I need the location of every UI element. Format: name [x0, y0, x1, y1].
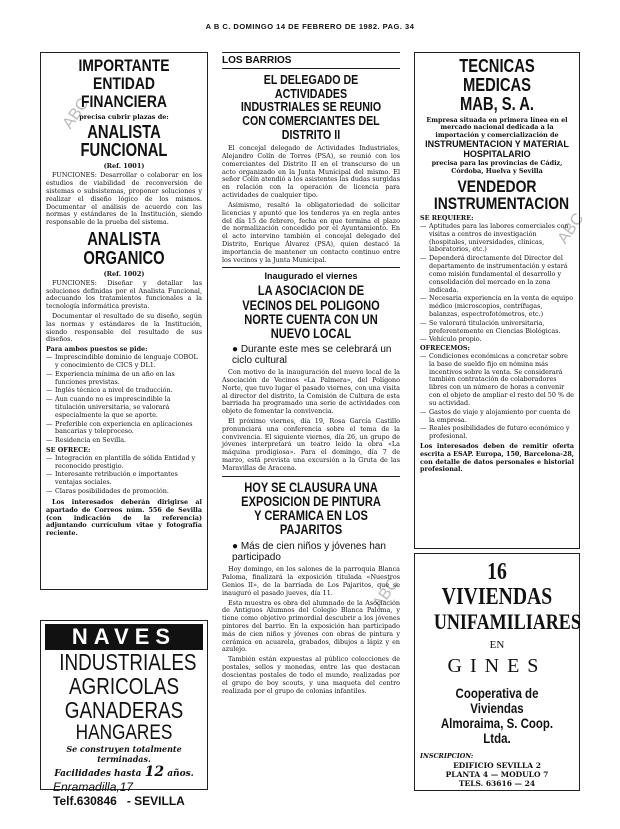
closing-text: Los interesados deberán dirigirse al apartado de Correos núm. 556 de Sevilla (con indicación de la referencia) adjuntando currículum vitae y fotografía reciente.: [46, 497, 202, 538]
company-title: TECNICAS MEDICAS: [459, 56, 535, 95]
naves-note: Se construyen totalmente terminadas.: [66, 744, 182, 765]
abc-watermark: ABC: [369, 575, 403, 613]
page-header: A B C. DOMINGO 14 DE FEBRERO DE 1982. PAG. 34: [205, 22, 415, 31]
article2-kicker: Inaugurado el viernes: [264, 271, 358, 282]
role-line1: VENDEDOR: [457, 176, 537, 196]
list-item: — Aptitudes para las labores comerciales con visitas a centros de investigación (hospitales, universidades, clínicas, laboratorios, etc.): [420, 223, 574, 254]
list-item: — Dependerá directamente del Director del departamento de instrumentación y estará como misión fundamental el desarrollo y consolidación del mercado en la zona indicada.: [420, 255, 574, 294]
job2-text: FUNCIONES: Diseñar y detallar las soluciones definidas por el Analista Funcional, adecuando los tratamientos funcionales a la tecnología informática prevista. Documentar el resultado de su diseño, según las normas y estándares de la Institución, siendo responsable del resultado de sus diseños.: [46, 278, 202, 344]
company-intro: Empresa situada en primera línea en el mercado nacional dedicada a la importación y comercialización de: [426, 115, 568, 140]
offers-list: [46, 455, 202, 496]
bullet-icon: ●: [232, 541, 239, 553]
viviendas-place: GINES: [447, 655, 547, 678]
news-column: [222, 52, 400, 802]
job2-title: ANALISTA ORGANICO: [83, 229, 165, 268]
address-line1: EDIFICIO SEVILLA 2: [453, 761, 541, 771]
naves-phone: Telf.630846 - SEVILLA: [53, 794, 185, 809]
list-item: — Claras posibilidades de promoción.: [46, 488, 202, 496]
naves-line-hangares: HANGARES: [75, 721, 173, 745]
article3-subtitle: ● Más de cien niños y jóvenes han participado: [232, 541, 386, 564]
job1-ref: (Ref. 1001): [103, 162, 145, 171]
ad-title: IMPORTANTE ENTIDAD FINANCIERA: [78, 56, 170, 111]
bullet-icon: ●: [232, 344, 239, 356]
role-line2: INSTRUMENTACION: [433, 194, 570, 214]
abc-watermark: ABC: [59, 95, 93, 133]
naves-line-ganaderas: GANADERAS: [64, 697, 184, 724]
offers-list: [420, 353, 574, 441]
requirements-title: Para ambos puestos se pide:: [46, 345, 148, 354]
list-item: — Se valorará titulación universitaria, preferentemente en Ciencias Biológicas.: [420, 320, 574, 336]
section-label: LOS BARRIOS: [222, 55, 292, 66]
list-item: — Condiciones económicas a concretar sobre la base de sueldo fijo en nómina más incentivos sobre la venta. Se considerará también contratación de colaboradores libres con un número de horas a convenir con el objeto de ampliar el resto del 50 % de su actividad.: [420, 353, 574, 408]
list-item: — Gastos de viaje y alojamiento por cuenta de la empresa.: [420, 409, 574, 425]
offers-title: OFRECEMOS:: [420, 344, 470, 353]
list-item: — Preferible con experiencia en aplicaciones bancarias y teleproceso.: [46, 421, 202, 437]
viviendas-line1: VIVIENDAS: [441, 584, 553, 611]
requirements-list: [420, 223, 574, 344]
offers-title: SE OFRECE:: [46, 446, 91, 455]
list-item: — Aun cuando no es imprescindible la titulación universitaria, se valorará especialmente la que se aporte.: [46, 396, 202, 419]
article1-title: EL DELEGADO DE ACTIVIDADES INDUSTRIALES SE REUNIO CON COMERCIANTES DEL DISTRITO II: [240, 72, 382, 142]
naves-line-industriales: INDUSTRIALES: [59, 649, 197, 675]
list-item: — Imprescindible dominio de lenguaje COBOL y conocimiento de CICS y DL1.: [46, 354, 202, 370]
naves-financing: Facilidades hasta 12 años.: [54, 764, 194, 781]
viviendas-count: 16: [487, 559, 507, 585]
list-item: — Inglés técnico a nivel de traducción.: [46, 387, 202, 395]
products: INSTRUMENTACION Y MATERIAL HOSPITALARIO: [425, 139, 569, 159]
zone: precisa para las provincias de Cádiz, Córdoba, Huelva y Sevilla: [431, 158, 563, 175]
financial-entity-ad: [40, 52, 208, 590]
tecnicas-medicas-ad: [414, 52, 580, 549]
list-item: — Integración en plantilla de sólida Entidad y reconocido prestigio.: [46, 455, 202, 471]
naves-ad: [40, 620, 208, 809]
company-name: MAB, S. A.: [459, 93, 535, 114]
apply-text: Los interesados deben de remitir oferta escrita a ESAP. Europa, 150, Barcelona-28, con detalle de datos personales e historial profesional.: [420, 441, 574, 474]
viviendas-en: EN: [489, 639, 505, 652]
abc-watermark: ABC: [554, 210, 588, 248]
article3-body: Hoy domingo, en los salones de la parroquia Blanca Paloma, finalizará la exposición titulada «Nuestros Genios II», de la barriada de Los Pajaritos, que se inauguró el pasado jueves, día 11. Esta muestra es obra del alumnado de la Asociación de Antiguos Alumnos del Colegio Blanca Paloma, y tiene como objetivo primordial descubrir a los jóvenes pintores del barrio. En la exposición han participado más de cien niños y jóvenes con obras de pintura y cerámica en acuarela, grabados, dibujos a lápiz y en azulejo. También están expuestas al público colecciones de postales, sellos y monedas, entre las que destacan doscientas postales de todo el mundo, realizadas por el grupo de boy scouts, y una maqueta del centro realizada por el grupo de colonias infantiles.: [222, 565, 400, 695]
inscription-title: INSCRIPCION:: [420, 752, 474, 761]
requirements-list: [46, 354, 202, 445]
job1-text: FUNCIONES: Desarrollar o colaborar en los estudios de viabilidad de reconversión de sistemas o subsistemas, proponer soluciones y realizar el diseño lógico de los mismos. Documentar el análisis de acuerdo con las normas y estándares de la Institución, siendo responsable de la prueba del sistema.: [46, 171, 202, 227]
list-item: — Experiencia mínima de un año en las funciones previstas.: [46, 371, 202, 387]
list-item: — Interesante retribución e importantes ventajas sociales.: [46, 471, 202, 487]
job2-ref: (Ref. 1002): [103, 269, 145, 278]
job1-title: ANALISTA FUNCIONAL: [80, 121, 168, 161]
ad-subtitle: precisa cubrir plazas de:: [79, 112, 169, 121]
list-item: — Residencia en Sevilla.: [46, 437, 202, 445]
viviendas-line2: UNIFAMILIARES: [433, 609, 581, 635]
article2-title: LA ASOCIACION DE VECINOS DEL POLIGONO NORTE CUENTA CON UN NUEVO LOCAL: [242, 283, 380, 341]
list-item: — Vehículo propio.: [420, 336, 574, 344]
naves-title: NAVES: [45, 624, 203, 650]
viviendas-ad: [414, 553, 580, 791]
article2-body: Con motivo de la inauguración del nuevo local de la Asociación de Vecinos «La Palmera», del Polígono Norte, que tuvo lugar el pasado viernes, con una visita al director del distrito, la Comisión de Cultura de esta barriada ha programado una serie de actividades con objeto de fomentar la convivencia. El próximo viernes, día 19, Rosa García Castillo pronunciará una conferencia sobre el tema de la convivencia. El siguiente viernes, día 26, un grupo de jóvenes interpretará un teatro leído la obra «La máquina prodigiosa». Para el domingo, día 7 de marzo, está prevista una excursión a la Gruta de las Maravillas de Aracena.: [222, 368, 400, 472]
article1-body: El concejal delegado de Actividades Industriales, Alejandro Colín de Torres (PSA), se reunió con los comerciantes del Distrito II en el transcurso de un acto organizado en la Junta Municipal del mismo. El señor Colín atendió a los asistentes las dudas surgidas en relación con la operación de licencia para actividades de cualquier tipo. Asimismo, resaltó la obligatoriedad de solicitar licencias y apuntó que los tenderos ya en regla antes del día 15 de febrero, fecha en que termina el plazo de normalización concedido por el Ayuntamiento. En el acto intervino también el concejal delegado del Distrito, Enrique Álvarez (PSA), quien destacó la importancia de mantener un contacto continuo entre los vecinos y la Junta Municipal.: [222, 144, 400, 264]
list-item: — Necesaria experiencia en la venta de equipo médico (microscopios, centrífugas, balanzas, espectrofotómetros, etc.): [420, 295, 574, 318]
coop-line2: Almoraima, S. Coop. Ltda.: [440, 714, 554, 746]
address-line2: PLANTA 4 — MODULO 7: [445, 770, 549, 780]
list-item: — Reales posibilidades de futuro económico y profesional.: [420, 425, 574, 441]
article2-subtitle: ● Durante este mes se celebrará un ciclo cultural: [232, 344, 392, 367]
requirements-title: SE REQUIERE:: [420, 214, 474, 223]
naves-address: Enramadilla,17: [53, 780, 134, 795]
address-line3: TELS. 63616 — 24: [458, 779, 536, 789]
naves-line-agricolas: AGRICOLAS: [68, 673, 180, 700]
coop-line1: Cooperativa de Viviendas: [455, 685, 539, 717]
article3-title: HOY SE CLAUSURA UNA EXPOSICION DE PINTURA Y CERAMICA EN LOS PAJARITOS: [241, 479, 381, 538]
